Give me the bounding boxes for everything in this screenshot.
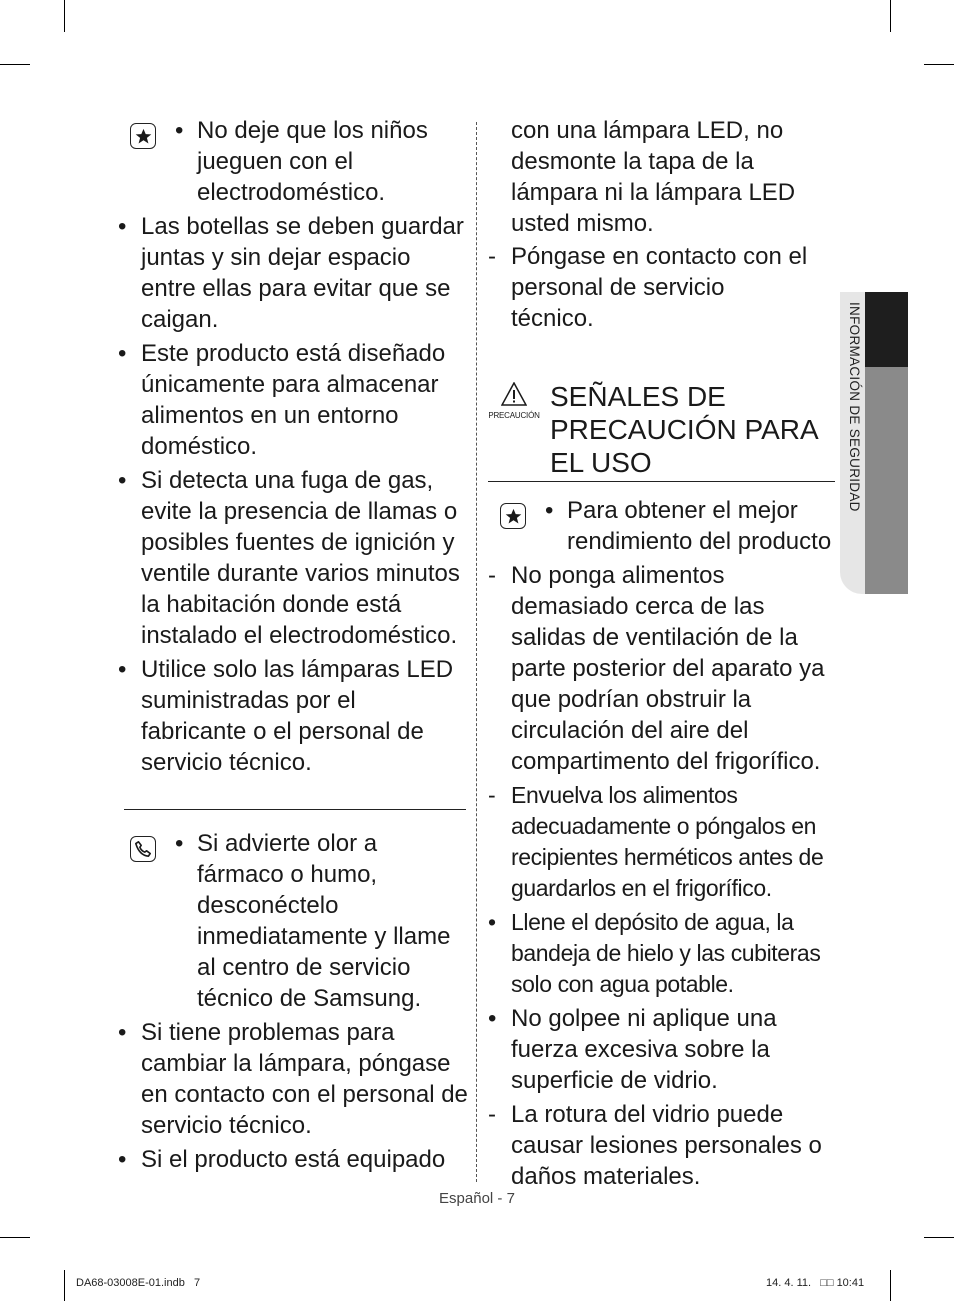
- print-slug-file: DA68-03008E-01.indb 7: [76, 1277, 201, 1289]
- side-tab-marker: [865, 292, 908, 367]
- side-tab-label: INFORMACIÓN DE SEGURIDAD: [847, 302, 862, 512]
- item-text: No deje que los niños jueguen con el electrodoméstico.: [197, 117, 428, 206]
- bullet-mark: •: [545, 497, 554, 524]
- right-column-upper: [488, 115, 808, 337]
- sub-item: [488, 780, 838, 904]
- bullet-mark: •: [175, 830, 184, 857]
- dash-mark: -: [488, 782, 496, 808]
- list-item: [118, 338, 468, 462]
- item-text: Este producto está diseñado únicamente para almacenar alimentos en un entorno doméstico.: [141, 340, 446, 460]
- continued-text: con una lámpara LED, no desmonte la tapa de la lámpara ni la lámpara LED usted mismo.: [511, 117, 796, 237]
- sub-item: [488, 241, 808, 334]
- item-text: Si tiene problemas para cambiar la lámpara, póngase en contacto con el personal de servicio técnico.: [141, 1019, 468, 1139]
- crop-mark: [64, 1270, 65, 1301]
- list-item: [488, 495, 838, 557]
- warning-label: PRECAUCIÓN: [488, 411, 540, 420]
- bullet-mark: •: [175, 117, 184, 144]
- list-item: [118, 828, 468, 1014]
- crop-mark: [0, 64, 30, 65]
- item-text: Si el producto está equipado: [141, 1146, 446, 1173]
- column-divider: [476, 122, 477, 1182]
- page-number: Español - 7: [439, 1190, 515, 1207]
- bullet-mark: •: [118, 340, 127, 367]
- item-text: Si detecta una fuga de gas, evite la presencia de llamas o posibles fuentes de ignición y ventile durante varios minutos la habitación donde está instalado el electrodoméstico.: [141, 467, 460, 649]
- bullet-mark: •: [488, 909, 496, 935]
- section-heading: [488, 380, 835, 482]
- list-item: [118, 465, 468, 651]
- crop-mark: [0, 1237, 30, 1238]
- side-tab-band: [865, 367, 908, 594]
- crop-mark: [890, 0, 891, 32]
- list-item: [118, 1017, 468, 1141]
- bullet-mark: •: [118, 1146, 127, 1173]
- dash-mark: -: [488, 1101, 496, 1128]
- left-column-lower: [118, 828, 468, 1178]
- bullet-mark: •: [118, 213, 127, 240]
- right-column-lower: [488, 495, 838, 1195]
- list-item: [118, 654, 463, 778]
- dash-mark: -: [488, 243, 496, 270]
- crop-mark: [64, 0, 65, 32]
- bullet-mark: •: [488, 1005, 497, 1032]
- sub-item: [488, 1099, 836, 1192]
- left-column: [118, 115, 468, 781]
- item-text: La rotura del vidrio puede causar lesiones personales o daños materiales.: [511, 1101, 822, 1190]
- item-text: Las botellas se deben guardar juntas y sin dejar espacio entre ellas para evitar que se caigan.: [141, 213, 464, 333]
- section-title: SEÑALES DE PRECAUCIÓN PARA EL USO: [550, 381, 818, 478]
- list-item: [118, 115, 468, 208]
- item-text: No ponga alimentos demasiado cerca de las salidas de ventilación de la parte posterior del aparato ya que podrían obstruir la circulación del aire del compartimento del frigorífico.: [511, 562, 825, 775]
- item-text: Envuelva los alimentos adecuadamente o póngalos en recipientes herméticos antes de guardarlos en el frigorífico.: [511, 782, 824, 901]
- bullet-mark: •: [118, 467, 127, 494]
- item-text: Utilice solo las lámparas LED suministradas por el fabricante o el personal de servicio técnico.: [141, 656, 454, 776]
- bullet-mark: •: [118, 1019, 127, 1046]
- dash-mark: -: [488, 562, 496, 589]
- crop-mark: [924, 1237, 954, 1238]
- sub-item: [488, 560, 833, 777]
- crop-mark: [890, 1270, 891, 1301]
- phone-call-icon: [130, 836, 156, 862]
- print-slug-date: 14. 4. 11. □□ 10:41: [766, 1277, 865, 1289]
- list-item: [488, 1003, 833, 1096]
- star-note-icon: [130, 123, 156, 149]
- crop-mark: [924, 64, 954, 65]
- item-text: Llene el depósito de agua, la bandeja de hielo y las cubiteras solo con agua potable.: [511, 909, 821, 997]
- bullet-mark: •: [118, 656, 127, 683]
- section-divider: [124, 809, 466, 810]
- star-note-icon: [500, 503, 526, 529]
- item-text: Póngase en contacto con el personal de servicio técnico.: [511, 243, 808, 332]
- item-text: No golpee ni aplique una fuerza excesiva sobre la superficie de vidrio.: [511, 1005, 777, 1094]
- warning-triangle-icon: [488, 382, 540, 420]
- list-item: [118, 211, 468, 335]
- list-item: [488, 907, 838, 1000]
- list-item: [118, 1144, 468, 1175]
- item-text: Para obtener el mejor rendimiento del producto: [567, 497, 832, 555]
- item-text: Si advierte olor a fármaco o humo, desconéctelo inmediatamente y llame al centro de servicio técnico de Samsung.: [197, 830, 451, 1012]
